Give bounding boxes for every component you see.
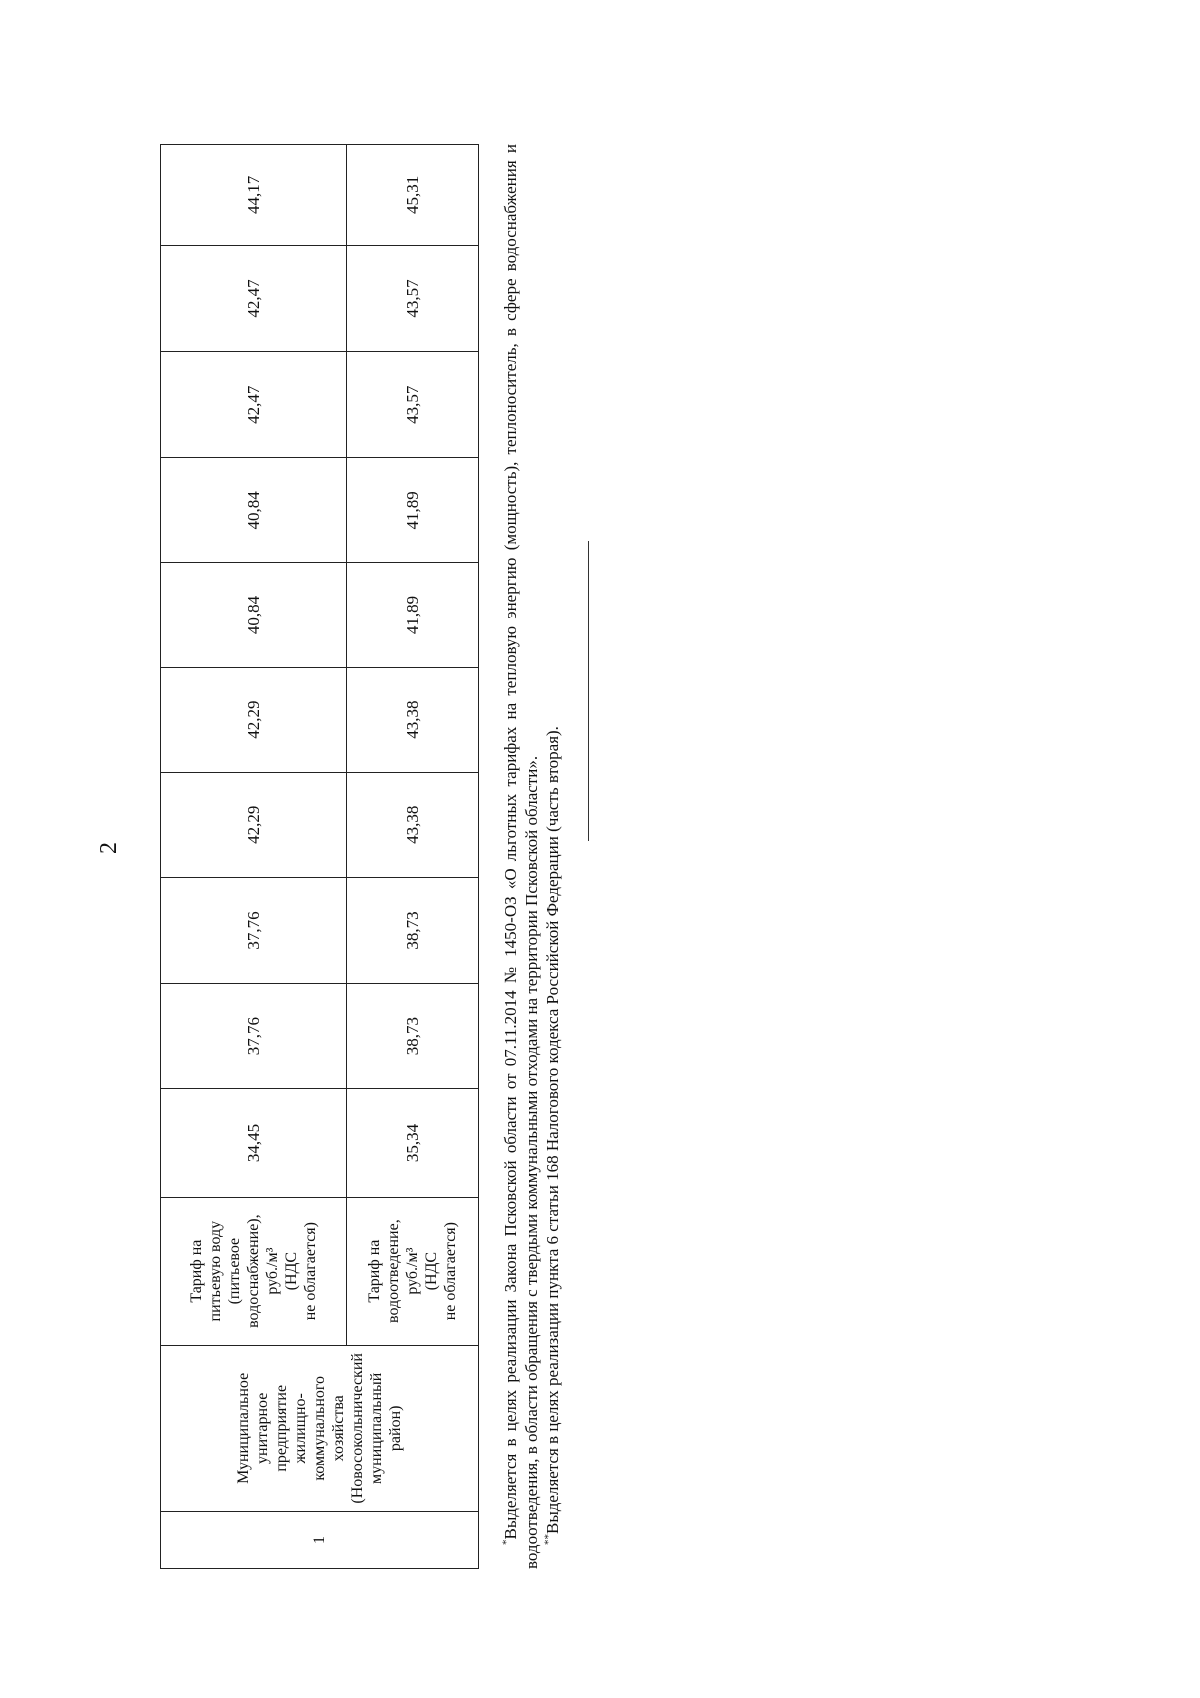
footnotes bbox=[500, 144, 563, 1569]
value-cell: 38,73 bbox=[347, 984, 479, 1089]
value-cell: 44,17 bbox=[161, 145, 347, 246]
value-cell: 37,76 bbox=[161, 877, 347, 983]
value-cell: 43,38 bbox=[347, 667, 479, 772]
end-separator-line bbox=[588, 541, 589, 841]
footnote-2-text: Выделяется в целях реализации пункта 6 статьи 168 Налогового кодекса Российской Федерации (часть вторая). bbox=[543, 726, 562, 1534]
value-cell: 42,29 bbox=[161, 667, 347, 772]
table-row-water bbox=[161, 145, 347, 1569]
rotated-content bbox=[160, 144, 610, 1569]
footnote-1 bbox=[500, 144, 542, 1569]
value-cell: 35,34 bbox=[347, 1089, 479, 1197]
tariff-table bbox=[160, 144, 479, 1569]
tariff-label-sewer: Тариф на водоотведение, руб./м³ (НДС не облагается) bbox=[347, 1197, 479, 1345]
footnote-2-mark: ** bbox=[542, 1534, 555, 1545]
value-cell: 43,57 bbox=[347, 352, 479, 458]
value-cell: 43,57 bbox=[347, 245, 479, 351]
value-cell: 41,89 bbox=[347, 458, 479, 563]
value-cell: 42,47 bbox=[161, 352, 347, 458]
tariff-label-water: Тариф на питьевую воду (питьевое водоснабжение), руб./м³ (НДС не облагается) bbox=[161, 1197, 347, 1345]
value-cell: 37,76 bbox=[161, 984, 347, 1089]
value-cell: 42,47 bbox=[161, 245, 347, 351]
footnote-1-mark: * bbox=[500, 1539, 513, 1545]
row-number-cell: 1 bbox=[161, 1512, 479, 1569]
value-cell: 40,84 bbox=[161, 458, 347, 563]
value-cell: 34,45 bbox=[161, 1089, 347, 1197]
value-cell: 42,29 bbox=[161, 772, 347, 877]
page-number: 2 bbox=[96, 842, 122, 854]
value-cell: 43,38 bbox=[347, 772, 479, 877]
value-cell: 40,84 bbox=[161, 563, 347, 667]
footnote-2 bbox=[542, 144, 563, 1569]
value-cell: 38,73 bbox=[347, 877, 479, 983]
footnote-1-text: Выделяется в целях реализации Закона Псковской области от 07.11.2014 № 1450-ОЗ «О льготных тарифах на тепловую энергию (мощность), теплоноситель, в сфере водоснабжения и водоотведения, в области обращения с твердыми коммунальными отходами на территории Псковской области». bbox=[501, 144, 541, 1569]
value-cell: 45,31 bbox=[347, 145, 479, 246]
organization-cell: Муниципальное унитарное предприятие жилищно- коммунального хозяйства (Новосокольнический муниципальный район) bbox=[161, 1345, 479, 1511]
value-cell: 41,89 bbox=[347, 563, 479, 667]
